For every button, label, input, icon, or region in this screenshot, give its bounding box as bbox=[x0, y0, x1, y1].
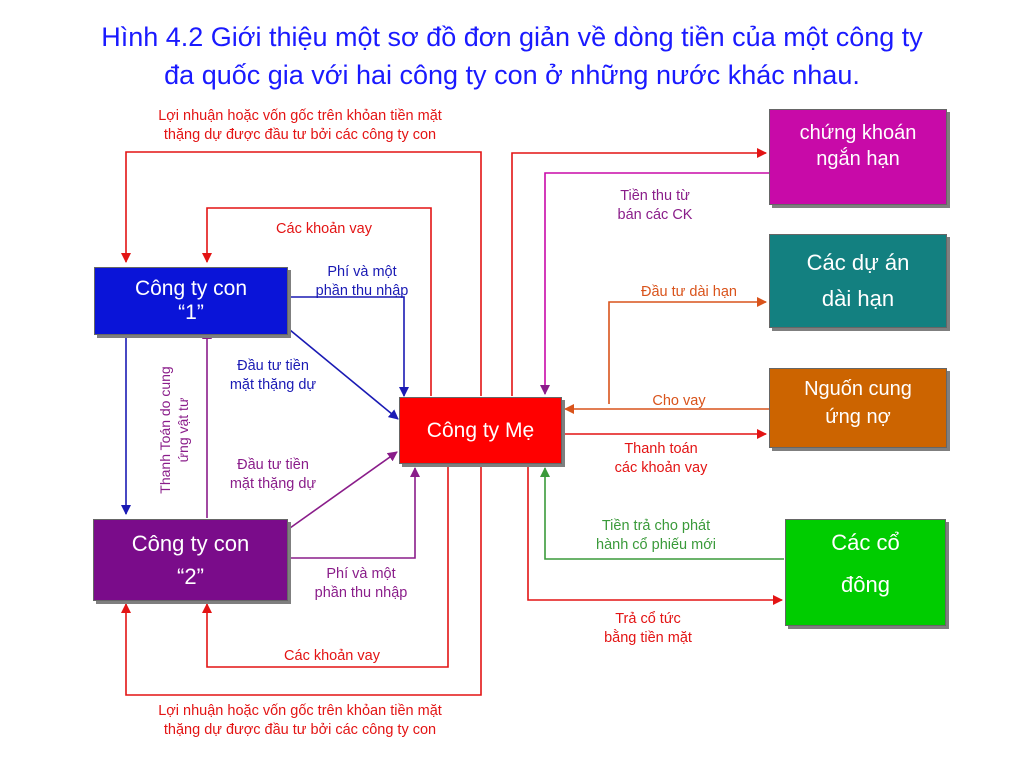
label-fee-bottom-line-1: Phí và một bbox=[326, 566, 396, 582]
subsidiary-2-line-2: “2” bbox=[177, 564, 204, 589]
label-proceeds-sale-line-1: Tiền thu từ bbox=[620, 188, 690, 204]
label-new-shares-line-1: Tiền trả cho phát bbox=[601, 518, 711, 534]
label-profit-bottom-line-1: Lợi nhuận hoặc vốn gốc trên khỏan tiền mặt bbox=[158, 703, 442, 719]
label-supply-payment bbox=[156, 360, 196, 500]
label-invest-surplus-bottom-line-1: Đầu tư tiền bbox=[237, 457, 309, 473]
parent-company-box bbox=[399, 397, 562, 464]
label-repay-loans bbox=[598, 440, 724, 478]
shareholders-box bbox=[785, 519, 946, 626]
label-proceeds-sale-line-2: bán các CK bbox=[617, 207, 693, 223]
title-line-2: đa quốc gia với hai công ty con ở những nước khác nhau. bbox=[164, 60, 860, 90]
label-invest-surplus-top-line-2: mặt thặng dự bbox=[229, 377, 317, 393]
subsidiary-2-line-1: Công ty con bbox=[131, 531, 250, 556]
label-cash-dividends bbox=[590, 610, 706, 648]
label-new-shares bbox=[578, 517, 734, 555]
arrow-to-projects bbox=[609, 302, 766, 404]
projects-line-1: Các dự án bbox=[806, 250, 910, 275]
projects-box bbox=[769, 234, 947, 328]
debt-source-line-2: ứng nợ bbox=[825, 406, 891, 428]
subsidiary-1-box bbox=[94, 267, 288, 335]
label-profit-top bbox=[120, 107, 480, 145]
label-profit-top-line-2: thặng dự được đầu tư bởi các công ty con bbox=[163, 127, 437, 143]
shareholders-line-1: Các cổ bbox=[831, 530, 900, 555]
projects-line-2: dài hạn bbox=[821, 286, 895, 311]
label-long-term-invest: Đầu tư dài hạn bbox=[641, 284, 737, 300]
label-borrow: Cho vay bbox=[652, 393, 706, 409]
label-cash-dividends-line-2: bằng tiền mặt bbox=[604, 630, 692, 646]
label-fee-bottom-line-2: phần thu nhập bbox=[314, 585, 408, 601]
label-invest-surplus-top bbox=[214, 357, 332, 395]
label-cash-dividends-line-1: Trả cổ tức bbox=[615, 611, 681, 627]
label-profit-bottom-line-2: thặng dự được đầu tư bởi các công ty con bbox=[163, 722, 437, 738]
label-fee-top-line-1: Phí và một bbox=[327, 264, 397, 280]
subsidiary-1-line-1: Công ty con bbox=[134, 277, 248, 300]
label-repay-loans-line-2: các khoản vay bbox=[614, 460, 708, 476]
label-fee-top bbox=[296, 263, 428, 301]
securities-line-1: chứng khoán bbox=[799, 122, 917, 144]
label-invest-surplus-bottom-line-2: mặt thặng dự bbox=[229, 476, 317, 492]
label-profit-top-line-1: Lợi nhuận hoặc vốn gốc trên khỏan tiền mặt bbox=[158, 108, 442, 124]
label-new-shares-line-2: hành cổ phiếu mới bbox=[596, 537, 716, 553]
securities-box bbox=[769, 109, 947, 205]
label-repay-loans-line-1: Thanh toán bbox=[624, 441, 698, 457]
subsidiary-2-box bbox=[93, 519, 288, 601]
label-invest-surplus-top-line-1: Đầu tư tiền bbox=[237, 358, 309, 374]
label-fee-top-line-2: phần thu nhập bbox=[315, 283, 409, 299]
label-supply-payment-line-1: Thanh Toán do cung bbox=[157, 366, 173, 494]
parent-company-label: Công ty Mẹ bbox=[426, 418, 535, 442]
label-supply-payment-line-2: ứng vật tư bbox=[175, 397, 191, 463]
debt-source-box bbox=[769, 368, 947, 448]
debt-source-line-1: Nguốn cung bbox=[804, 378, 912, 400]
shareholders-line-2: đông bbox=[841, 572, 890, 597]
securities-line-2: ngắn hạn bbox=[816, 148, 900, 170]
label-loans-bottom: Các khoản vay bbox=[284, 648, 380, 664]
label-fee-bottom bbox=[296, 565, 426, 603]
label-invest-surplus-bottom bbox=[214, 456, 332, 494]
subsidiary-1-line-2: “1” bbox=[178, 301, 204, 324]
label-proceeds-sale bbox=[600, 187, 710, 225]
label-loans-top: Các khoản vay bbox=[276, 221, 372, 237]
label-profit-bottom bbox=[120, 702, 480, 740]
title-line-1: Hình 4.2 Giới thiệu một sơ đồ đơn giản về dòng tiền của một công ty bbox=[101, 22, 923, 52]
